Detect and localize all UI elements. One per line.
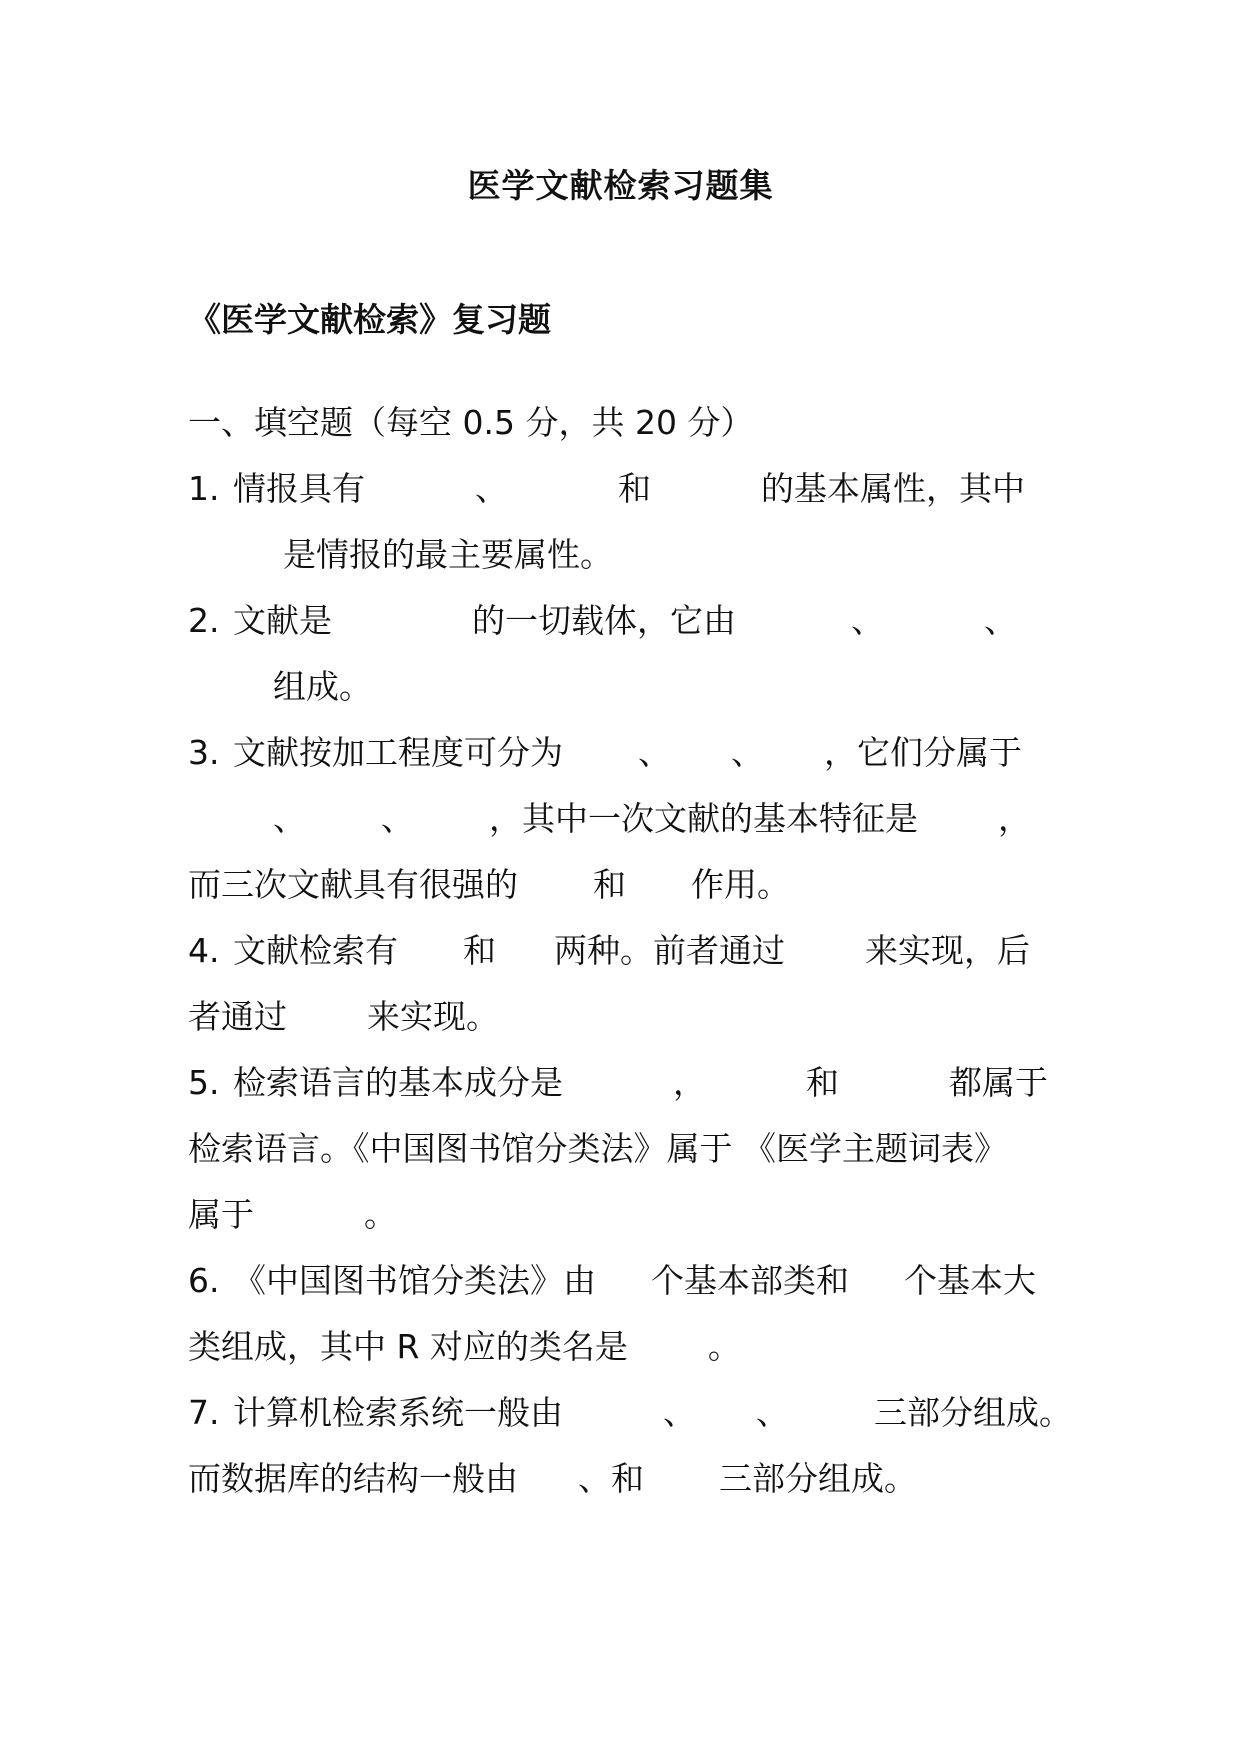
question-3-line-3: [188, 852, 1058, 918]
question-5-text: 和: [806, 1063, 839, 1102]
question-6-line-2: [188, 1314, 1058, 1380]
question-3-text: 、: [638, 733, 671, 772]
question-1-line-1: [188, 456, 1058, 522]
question-3-text: 和: [593, 865, 626, 904]
question-2-text: 、: [984, 601, 1017, 640]
question-3-text: ，它们分属于: [824, 733, 1022, 772]
question-1-text: 、: [475, 469, 508, 508]
question-7-line-1: [188, 1380, 1072, 1446]
question-4-text: 两种。前者通过: [554, 931, 785, 970]
question-4-text: 来实现，后: [865, 931, 1030, 970]
question-5-text: 都属于: [949, 1063, 1048, 1102]
section-heading: 一、填空题（每空 0.5 分，共 20 分）: [188, 403, 754, 442]
question-7-text: 、和: [578, 1459, 644, 1498]
question-3-text: 、: [731, 733, 764, 772]
question-3-line-2: [188, 786, 1058, 852]
question-3-text: ，其中一次文献的基本特征是: [489, 799, 918, 838]
question-6-text: 《中国图书馆分类法》由: [233, 1261, 596, 1300]
question-2-text: 文献是: [233, 601, 332, 640]
question-7-text: 而数据库的结构一般由: [188, 1459, 518, 1498]
question-2-text: 的一切载体，它由: [472, 601, 736, 640]
question-3-text: ，: [998, 799, 1031, 838]
question-2-text: 组成。: [273, 667, 372, 706]
question-4-text: 和: [463, 931, 496, 970]
question-4-text: 文献检索有: [233, 931, 398, 970]
question-7-text: 三部分组成。: [874, 1393, 1072, 1432]
question-3-text: 作用。: [691, 865, 790, 904]
question-3-number: 3.: [188, 733, 220, 772]
question-6-text: 。: [707, 1327, 741, 1366]
question-6-line-1: [188, 1248, 1058, 1314]
question-3-line-1: [188, 720, 1058, 786]
question-5-line-2: [188, 1116, 1058, 1182]
question-7-text: 、: [756, 1393, 789, 1432]
question-2-line-1: [188, 588, 1058, 654]
question-1-text: 是情报的最主要属性。: [283, 535, 613, 574]
question-5-text: 。: [364, 1195, 397, 1234]
question-4-line-2: [188, 984, 1058, 1050]
question-6-text: 个基本大: [904, 1261, 1036, 1300]
document-subtitle: 《医学文献检索》复习题: [188, 300, 551, 339]
question-6-text: 类组成，其中 R 对应的类名是: [188, 1327, 628, 1366]
question-4-number: 4.: [188, 931, 220, 970]
question-3-text: 而三次文献具有很强的: [188, 865, 518, 904]
question-1-text: 的基本属性，其中: [761, 469, 1025, 508]
question-3-text: 、: [381, 799, 414, 838]
question-6-text: 个基本部类和: [651, 1261, 849, 1300]
question-3-text: 、: [273, 799, 306, 838]
question-6-number: 6.: [188, 1261, 220, 1300]
question-7-text: 计算机检索系统一般由: [233, 1393, 563, 1432]
question-3-text: 文献按加工程度可分为: [233, 733, 563, 772]
question-5-line-1: [188, 1050, 1058, 1116]
question-7-text: 三部分组成。: [719, 1459, 917, 1498]
question-5-text: ，: [673, 1063, 706, 1102]
question-4-text: 者通过: [188, 997, 287, 1036]
document-title: 医学文献检索习题集: [467, 166, 774, 205]
question-5-line-3: [188, 1182, 1058, 1248]
question-7-line-2: [188, 1446, 1058, 1512]
question-7-number: 7.: [188, 1393, 220, 1432]
question-4-line-1: [188, 918, 1058, 984]
question-5-text: 检索语言。《中国图书馆分类法》属于 《医学主题词表》: [188, 1129, 1007, 1168]
question-5-number: 5.: [188, 1063, 220, 1102]
question-2-number: 2.: [188, 601, 220, 640]
question-2-text: 、: [851, 601, 884, 640]
question-7-text: 、: [663, 1393, 696, 1432]
question-4-text: 来实现。: [367, 997, 499, 1036]
question-2-line-2: [188, 654, 1058, 720]
question-1-text: 和: [618, 469, 651, 508]
question-content: [188, 390, 1072, 1512]
question-1-line-2: [188, 522, 1058, 588]
question-5-text: 属于: [188, 1195, 254, 1234]
question-1-text: 情报具有: [233, 469, 365, 508]
question-1-number: 1.: [188, 469, 220, 508]
question-5-text: 检索语言的基本成分是: [233, 1063, 563, 1102]
